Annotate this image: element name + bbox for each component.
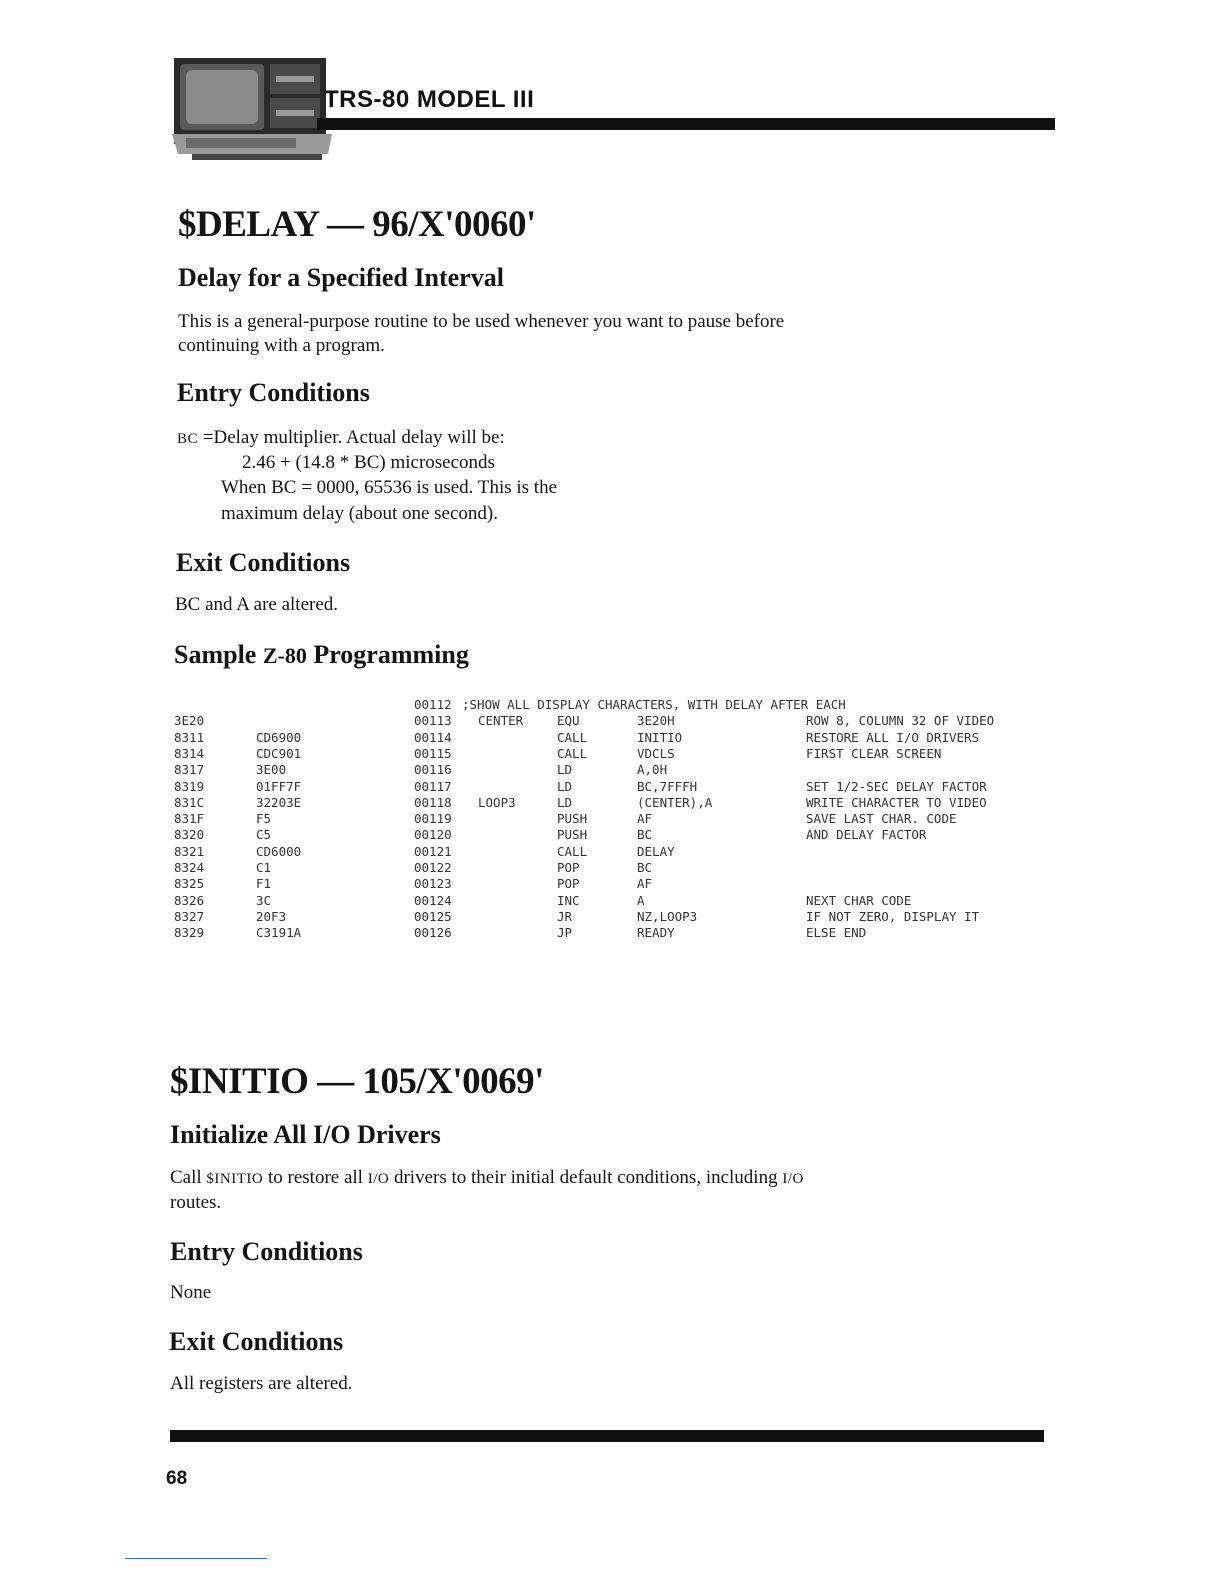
listing-comment: AND DELAY FACTOR xyxy=(806,827,927,843)
sample-programming-heading: Sample Z-80 Programming xyxy=(174,640,469,669)
listing-address: 8324 xyxy=(174,860,205,875)
listing-line-number: 00119 xyxy=(414,811,452,827)
listing-label: CENTER xyxy=(478,713,524,729)
listing-label: LOOP3 xyxy=(478,794,516,810)
listing-object-code: F1 xyxy=(256,876,272,892)
listing-object-code: 3C xyxy=(256,892,272,908)
listing-comment: NEXT CHAR CODE xyxy=(806,892,912,908)
listing-operand: BC xyxy=(637,827,653,843)
initio-entry-text: None xyxy=(170,1282,212,1303)
listing-operand: BC xyxy=(637,860,653,875)
listing-line-number: 00116 xyxy=(414,762,452,778)
listing-line-number: 00114 xyxy=(414,729,452,745)
delay-entry-line-2: 2.46 + (14.8 * BC) microseconds xyxy=(242,452,495,473)
listing-opcode: LD xyxy=(557,794,573,810)
delay-exit-heading: Exit Conditions xyxy=(176,548,351,577)
listing-address: 8327 xyxy=(174,908,205,924)
page-header xyxy=(172,56,1056,166)
listing-operand: INITIO xyxy=(637,729,683,745)
listing-object-code: 20F3 xyxy=(256,908,287,924)
listing-opcode: EQU xyxy=(557,713,580,729)
listing-opcode: LD xyxy=(557,778,573,794)
listing-line-number: 00117 xyxy=(414,778,452,794)
listing-object-code: C5 xyxy=(256,827,272,843)
delay-entry-line-4: maximum delay (about one second). xyxy=(221,503,499,524)
initio-exit-heading: Exit Conditions xyxy=(169,1327,344,1356)
listing-comment: IF NOT ZERO, DISPLAY IT xyxy=(806,908,980,924)
delay-intro-line-1: This is a general-purpose routine to be used whenever you want to pause before xyxy=(178,311,785,332)
trs80-computer-image xyxy=(172,56,334,166)
listing-line-number: 00126 xyxy=(414,925,452,941)
listing-comment: ;SHOW ALL DISPLAY CHARACTERS, WITH DELAY AFTER EACH xyxy=(462,697,846,712)
listing-opcode: PUSH xyxy=(557,827,588,843)
listing-line-number: 00120 xyxy=(414,827,452,843)
listing-address: 831F xyxy=(174,811,205,827)
listing-address: 8317 xyxy=(174,762,205,778)
listing-opcode: JP xyxy=(557,925,573,941)
listing-object-code: CDC901 xyxy=(256,745,302,761)
listing-address: 8329 xyxy=(174,925,205,941)
footer-link-underline xyxy=(125,1558,267,1559)
listing-opcode: CALL xyxy=(557,745,588,761)
listing-opcode: POP xyxy=(557,860,580,875)
delay-entry-line-1 xyxy=(177,425,505,452)
listing-operand: A,0H xyxy=(637,762,668,778)
listing-address: 8325 xyxy=(174,876,205,892)
listing-object-code: CD6000 xyxy=(256,843,302,859)
listing-operand: (CENTER),A xyxy=(637,794,713,810)
page-number: 68 xyxy=(166,1468,188,1489)
listing-line-number: 00122 xyxy=(414,860,452,875)
footer-rule xyxy=(170,1430,1044,1442)
listing-address: 8320 xyxy=(174,827,205,843)
initio-entry-heading: Entry Conditions xyxy=(170,1237,363,1266)
listing-opcode: CALL xyxy=(557,843,588,859)
listing-operand: NZ,LOOP3 xyxy=(637,908,698,924)
listing-opcode: POP xyxy=(557,876,580,892)
listing-operand: AF xyxy=(637,876,653,892)
listing-line-number: 00115 xyxy=(414,745,452,761)
listing-operand: AF xyxy=(637,811,653,827)
header-title: TRS-80 MODEL III xyxy=(324,86,535,113)
initio-exit-text: All registers are altered. xyxy=(170,1373,353,1394)
listing-address: 8319 xyxy=(174,778,205,794)
listing-line-number: 00125 xyxy=(414,908,452,924)
header-rule xyxy=(317,118,1055,130)
listing-operand: 3E20H xyxy=(637,713,675,729)
listing-object-code: F5 xyxy=(256,811,272,827)
listing-address: 8311 xyxy=(174,729,205,745)
delay-heading: $DELAY — 96/X'0060' xyxy=(178,204,536,245)
listing-comment: SET 1/2-SEC DELAY FACTOR xyxy=(806,778,987,794)
listing-object-code: 3E00 xyxy=(256,762,287,778)
delay-entry-heading: Entry Conditions xyxy=(177,378,370,407)
listing-comment: RESTORE ALL I/O DRIVERS xyxy=(806,729,980,745)
listing-address: 831C xyxy=(174,794,205,810)
listing-opcode: PUSH xyxy=(557,811,588,827)
listing-operand: DELAY xyxy=(637,843,675,859)
listing-object-code: C3191A xyxy=(256,925,302,941)
assembly-listing xyxy=(174,696,1064,956)
initio-intro-line-2: routes. xyxy=(170,1192,222,1213)
delay-entry-text: =Delay multiplier. Actual delay will be: xyxy=(198,427,505,448)
listing-comment: FIRST CLEAR SCREEN xyxy=(806,745,942,761)
listing-line-number: 00113 xyxy=(414,713,452,729)
listing-opcode: CALL xyxy=(557,729,588,745)
listing-operand: BC,7FFFH xyxy=(637,778,698,794)
initio-heading: $INITIO — 105/X'0069' xyxy=(170,1061,544,1102)
register-bc: BC xyxy=(177,431,199,447)
listing-opcode: LD xyxy=(557,762,573,778)
delay-exit-text: BC and A are altered. xyxy=(175,594,339,615)
delay-entry-line-3: When BC = 0000, 65536 is used. This is the xyxy=(221,477,557,498)
listing-line-number: 00121 xyxy=(414,843,452,859)
listing-opcode: JR xyxy=(557,908,573,924)
delay-intro-line-2: continuing with a program. xyxy=(178,335,385,356)
listing-address: 8314 xyxy=(174,745,205,761)
listing-comment: WRITE CHARACTER TO VIDEO xyxy=(806,794,987,810)
listing-address: 3E20 xyxy=(174,713,205,729)
listing-opcode: INC xyxy=(557,892,580,908)
listing-object-code: C1 xyxy=(256,860,272,875)
listing-line-number: 00123 xyxy=(414,876,452,892)
listing-address: 8326 xyxy=(174,892,205,908)
listing-address: 8321 xyxy=(174,843,205,859)
initio-intro-line-1: Call $INITIO to restore all I/O drivers to their initial default conditions, including I/O xyxy=(170,1167,804,1188)
listing-comment: ELSE END xyxy=(806,925,867,941)
listing-object-code: 01FF7F xyxy=(256,778,302,794)
listing-line-number: 00118 xyxy=(414,794,452,810)
listing-operand: A xyxy=(637,892,645,908)
listing-line-number: 00112 xyxy=(414,697,452,712)
listing-line-number: 00124 xyxy=(414,892,452,908)
initio-subheading: Initialize All I/O Drivers xyxy=(170,1120,441,1149)
listing-comment: SAVE LAST CHAR. CODE xyxy=(806,811,957,827)
listing-operand: READY xyxy=(637,925,675,941)
listing-object-code: 32203E xyxy=(256,794,302,810)
delay-subheading: Delay for a Specified Interval xyxy=(178,263,504,292)
listing-object-code: CD6900 xyxy=(256,729,302,745)
listing-comment: ROW 8, COLUMN 32 OF VIDEO xyxy=(806,713,995,729)
listing-operand: VDCLS xyxy=(637,745,675,761)
